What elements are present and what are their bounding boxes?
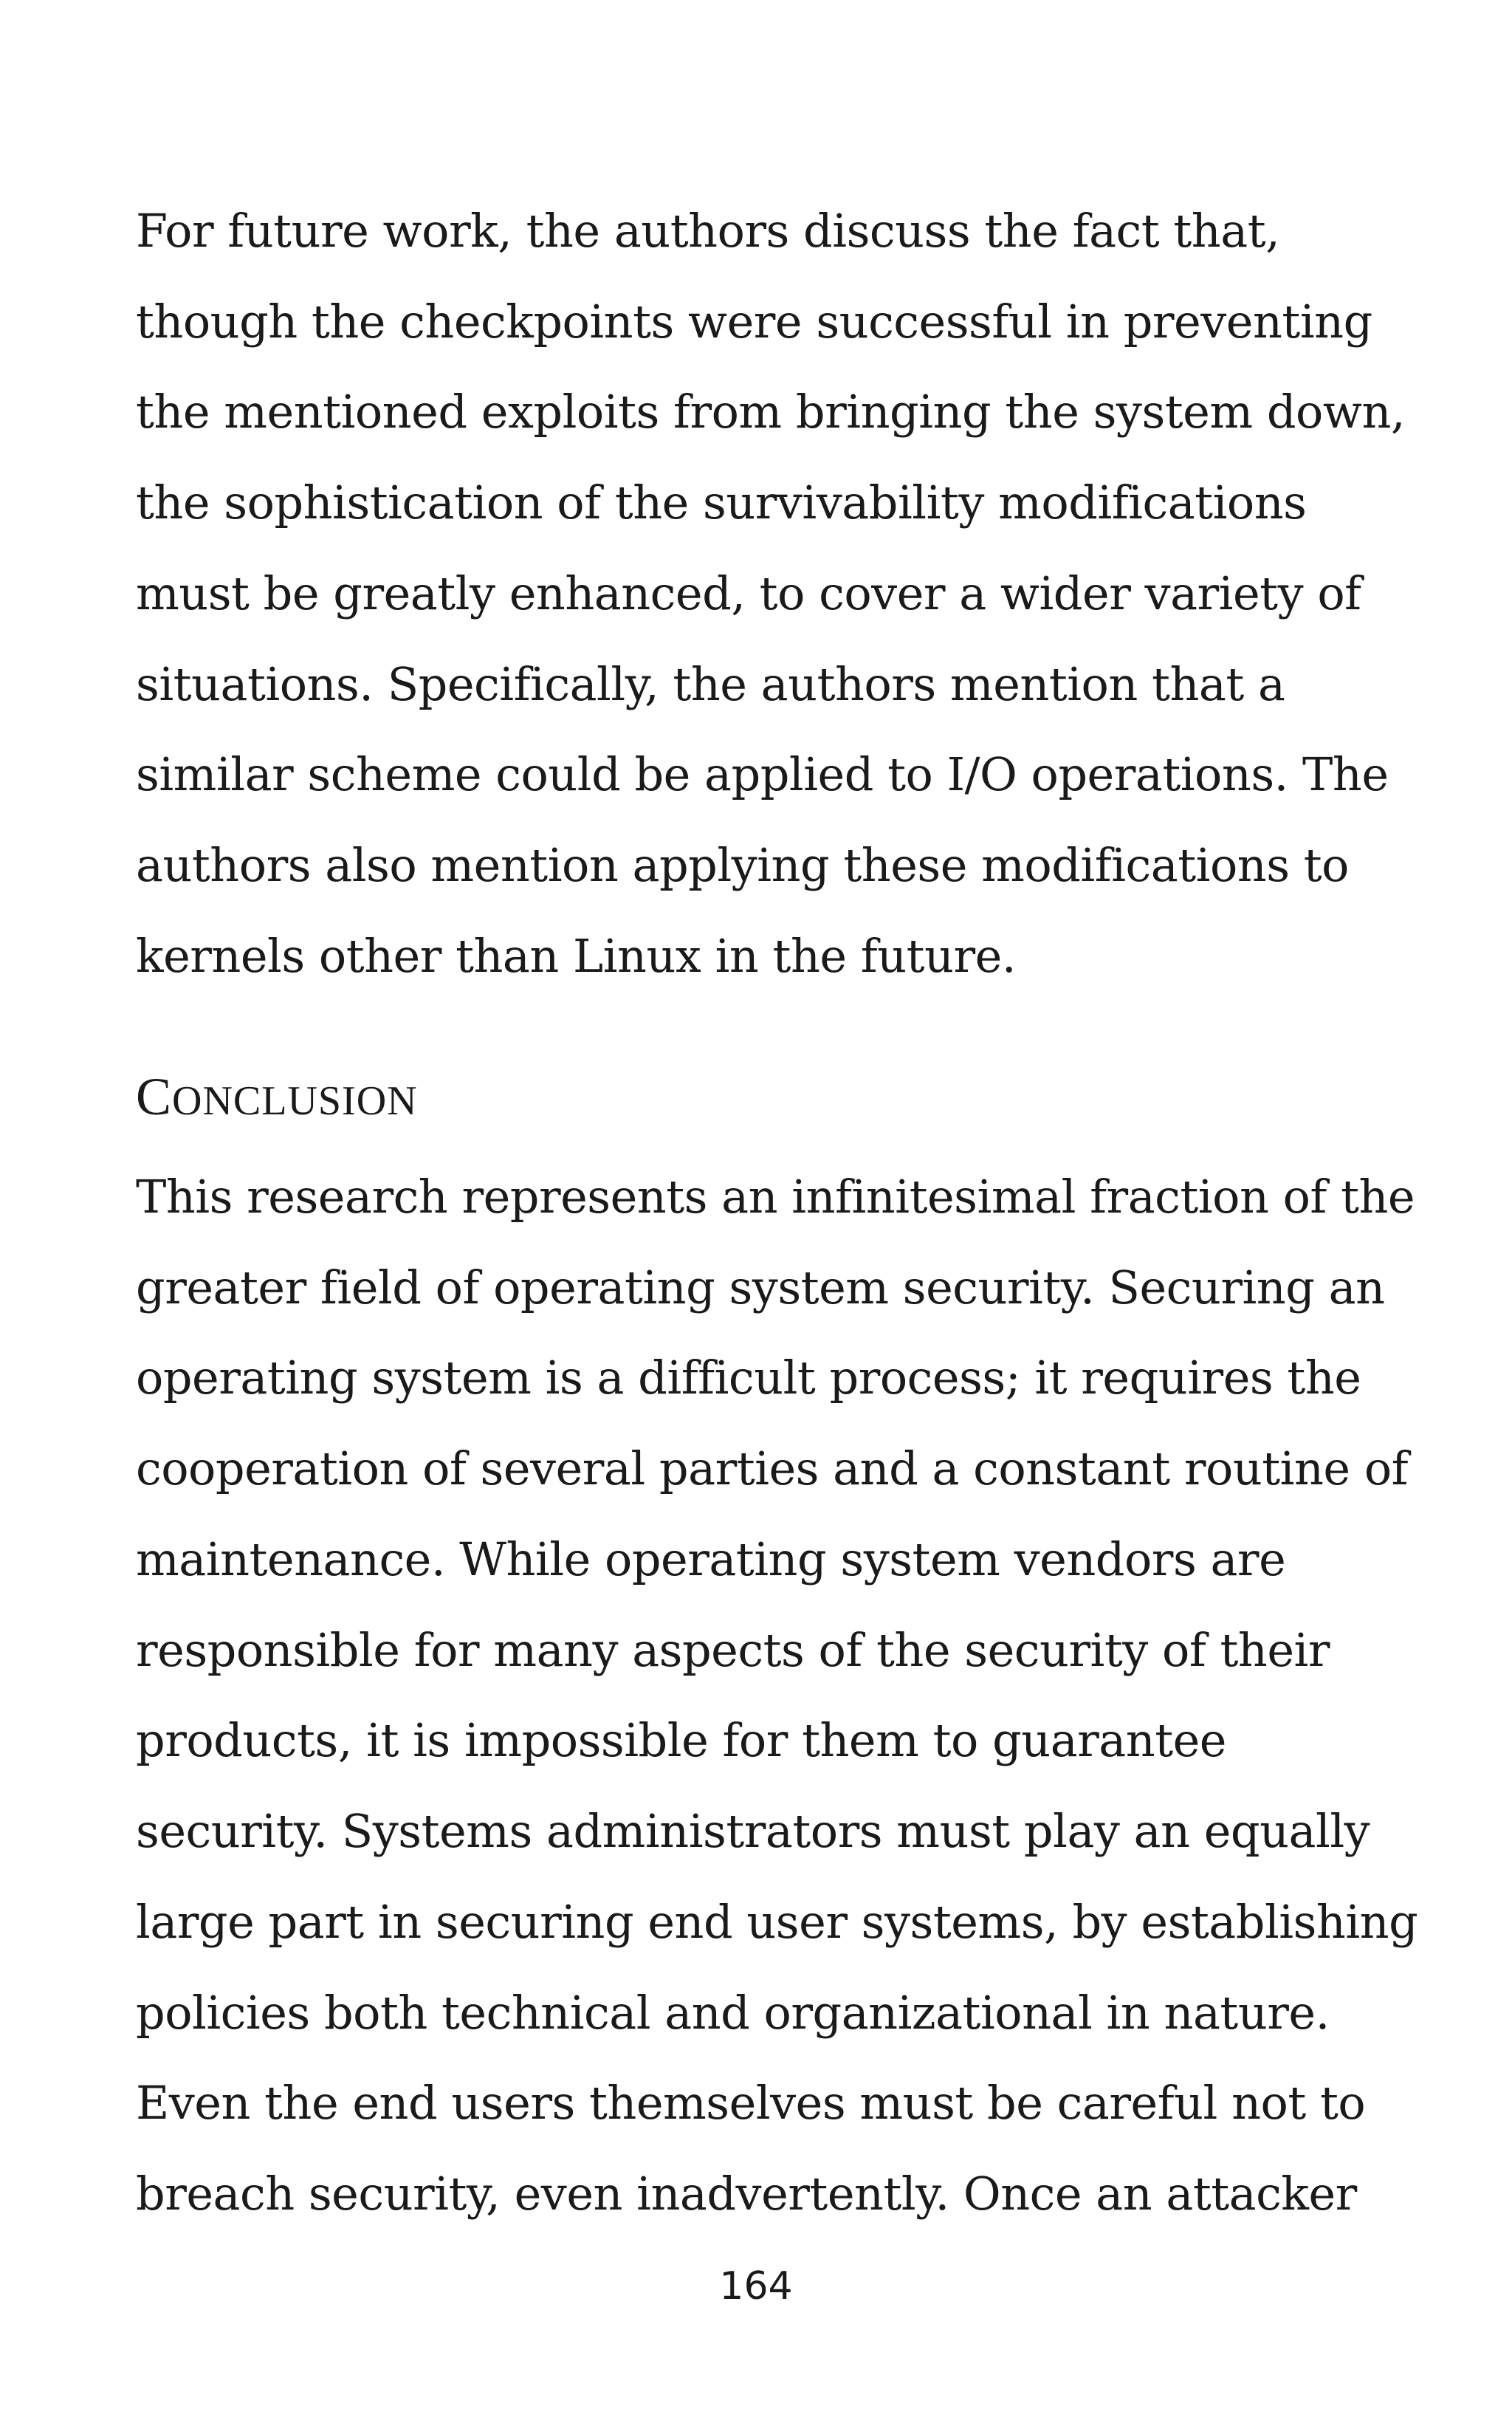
paragraph-1-line-1: For future work, the authors discuss the fact that, — [136, 204, 1280, 258]
heading-small-caps: ONCLUSION — [172, 1078, 418, 1124]
paragraph-2-line-4: cooperation of several parties and a constant routine of — [136, 1442, 1409, 1495]
paragraph-2-line-11: Even the end users themselves must be careful not to — [136, 2076, 1366, 2130]
paragraph-1-line-6: situations. Specifically, the authors mention that a — [136, 657, 1285, 711]
paragraph-1-line-3: the mentioned exploits from bringing the system down, — [136, 385, 1406, 439]
heading-initial: C — [136, 1067, 173, 1126]
paragraph-2-line-2: greater field of operating system security. Securing an — [136, 1261, 1385, 1314]
paragraph-2-line-7: products, it is impossible for them to guarantee — [136, 1713, 1226, 1767]
paragraph-1-line-5: must be greatly enhanced, to cover a wider variety of — [136, 566, 1361, 620]
paragraph-2-line-6: responsible for many aspects of the security of their — [136, 1623, 1330, 1677]
paragraph-2-line-10: policies both technical and organizational in nature. — [136, 1986, 1330, 2040]
paragraph-2-line-8: security. Systems administrators must play an equally — [136, 1804, 1370, 1858]
section-heading-conclusion — [136, 1063, 418, 1134]
paragraph-2-line-12: breach security, even inadvertently. Once an attacker — [136, 2167, 1357, 2221]
paragraph-1-line-2: though the checkpoints were successful in preventing — [136, 295, 1372, 349]
page-number: 164 — [719, 2264, 793, 2308]
paragraph-1-line-4: the sophistication of the survivability modifications — [136, 476, 1307, 529]
paragraph-2-line-9: large part in securing end user systems, by establishing — [136, 1895, 1418, 1949]
paragraph-1-line-7: similar scheme could be applied to I/O operations. The — [136, 747, 1389, 801]
paragraph-1-line-9: kernels other than Linux in the future. — [136, 929, 1017, 983]
paragraph-1-line-8: authors also mention applying these modifications to — [136, 838, 1349, 892]
paragraph-2-line-1: This research represents an infinitesimal fraction of the — [136, 1170, 1415, 1224]
paragraph-2-line-5: maintenance. While operating system vendors are — [136, 1532, 1286, 1586]
paragraph-2-line-3: operating system is a difficult process; it requires the — [136, 1351, 1361, 1405]
